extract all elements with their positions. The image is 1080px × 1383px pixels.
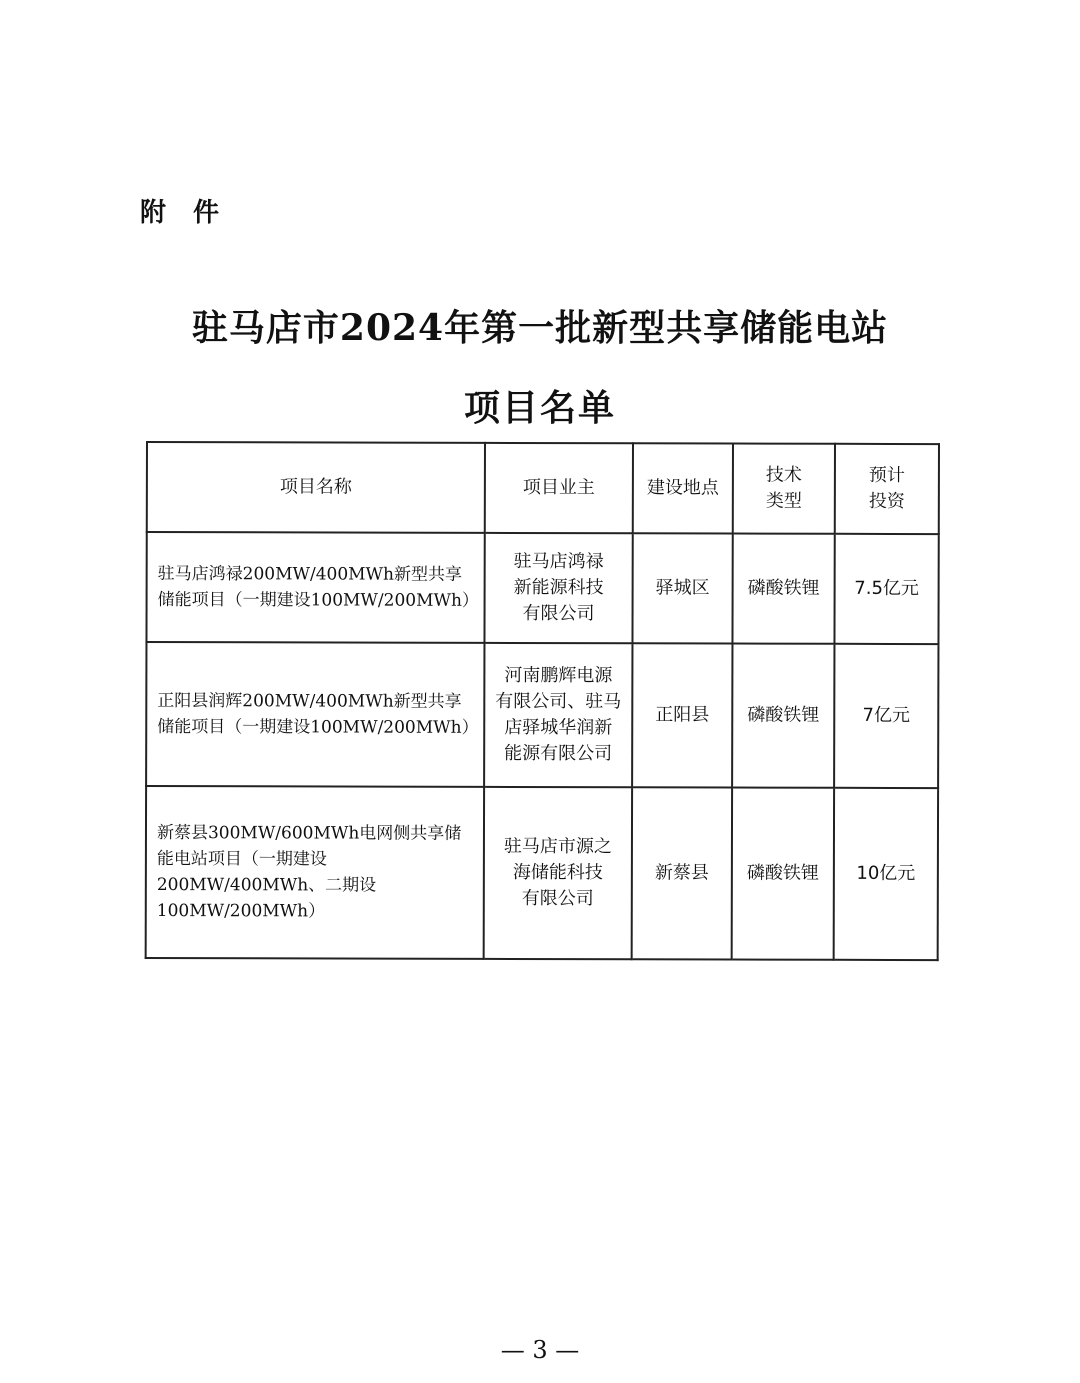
project-owner-cell: 驻马店市源之 海储能科技 有限公司 (484, 787, 632, 959)
header-investment: 预计 投资 (835, 444, 939, 534)
project-name-cell: 正阳县润辉200MW/400MWh新型共享储能项目（一期建设100MW/200MWh） (146, 642, 484, 787)
header-tech-type: 技术 类型 (733, 444, 835, 534)
location-cell: 驿城区 (632, 533, 732, 643)
table-row (146, 786, 938, 960)
document-title-line1: 驻马店市2024年第一批新型共享储能电站 (191, 307, 889, 349)
investment-cell: 7亿元 (834, 644, 938, 788)
page-number: — 3 — (500, 1336, 580, 1364)
location-cell: 正阳县 (632, 643, 732, 787)
tech-type-cell: 磷酸铁锂 (732, 534, 834, 644)
tech-type-cell: 磷酸铁锂 (732, 644, 834, 788)
attachment-label: 附 件 (140, 198, 222, 228)
header-location: 建设地点 (633, 443, 733, 533)
project-name-cell: 驻马店鸿禄200MW/400MWh新型共享储能项目（一期建设100MW/200MWh） (146, 532, 484, 643)
table-row (146, 642, 938, 788)
location-cell: 新蔡县 (632, 787, 732, 959)
header-project-owner: 项目业主 (485, 443, 633, 533)
investment-cell: 10亿元 (834, 788, 938, 960)
tech-type-cell: 磷酸铁锂 (732, 788, 834, 960)
header-project-name: 项目名称 (147, 442, 485, 533)
project-owner-cell: 驻马店鸿禄 新能源科技 有限公司 (484, 533, 632, 643)
project-list-table (145, 441, 940, 961)
table-row (146, 532, 938, 644)
investment-cell: 7.5亿元 (834, 534, 938, 644)
document-title-line2: 项目名单 (463, 387, 616, 429)
project-owner-cell: 河南鹏辉电源 有限公司、驻马 店驿城华润新 能源有限公司 (484, 643, 632, 787)
table-header-row (147, 442, 939, 534)
project-name-cell: 新蔡县300MW/600MWh电网侧共享储能电站项目（一期建设200MW/400MWh、二期设100MW/200MWh） (146, 786, 484, 959)
